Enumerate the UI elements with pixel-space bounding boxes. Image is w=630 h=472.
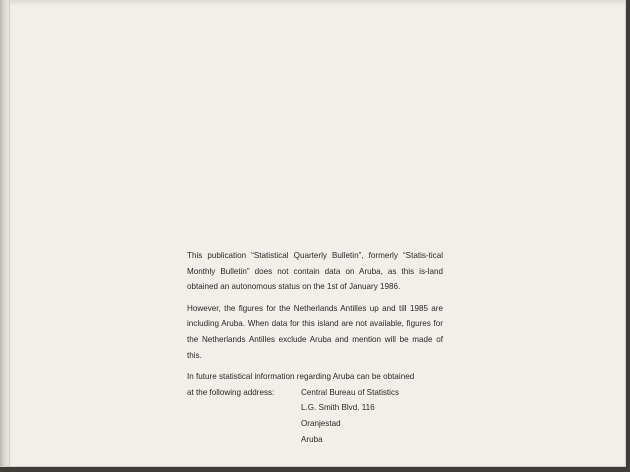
- aruba-status-paragraph: This publication “Statistical Quarterly Bulletin”, formerly “Statis-tical Monthly Bulletin” does not contain data on Aruba, as this is-land obtained an autonomous status on the 1st of January 1986.: [187, 251, 443, 292]
- address-organization: Central Bureau of Statistics: [301, 387, 400, 397]
- address-street: L.G. Smith Blvd. 116: [301, 403, 375, 413]
- address-row: [187, 385, 443, 447]
- address-country: Aruba: [301, 434, 323, 444]
- page-binding-line: [9, 0, 10, 466]
- address-section: [187, 369, 443, 447]
- notice-text-block: [187, 248, 443, 447]
- netherlands-antilles-paragraph: However, the figures for the Netherlands Antilles up and till 1985 are including Aruba. When data for this island are not available, figures for the Netherlands Antilles exclude Aruba and mention will be made of this.: [187, 303, 443, 360]
- address-lead-text: at the following address:: [187, 387, 275, 397]
- address-block: [301, 385, 443, 447]
- page-top-shadow: [0, 0, 625, 6]
- address-city: Oranjestad: [301, 418, 341, 428]
- page-binding-edge: [0, 0, 9, 466]
- future-info-line: In future statistical information regarding Aruba can be obtained: [187, 372, 415, 382]
